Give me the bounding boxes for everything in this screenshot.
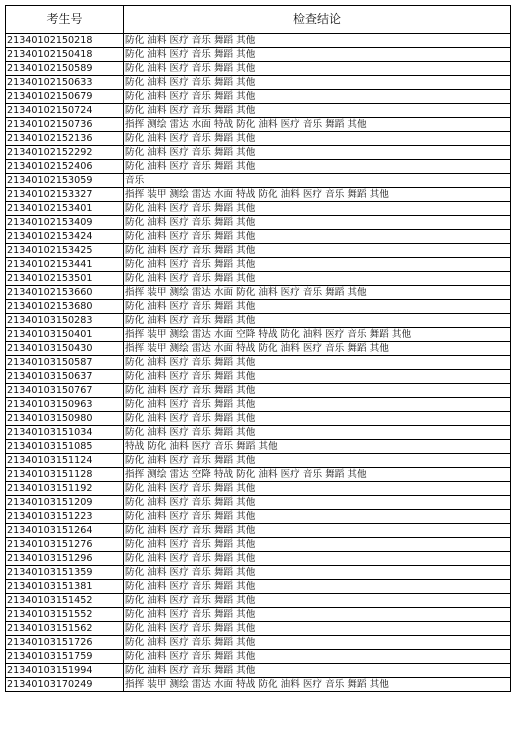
candidate-id-cell: 21340102153401 <box>6 202 124 216</box>
conclusion-cell: 防化 油料 医疗 音乐 舞蹈 其他 <box>124 580 511 594</box>
conclusion-cell: 音乐 <box>124 174 511 188</box>
candidate-id-cell: 21340102150736 <box>6 118 124 132</box>
candidate-id-cell: 21340103151223 <box>6 510 124 524</box>
table-row <box>6 300 511 314</box>
table-row <box>6 62 511 76</box>
candidate-id-cell: 21340103150980 <box>6 412 124 426</box>
conclusion-cell: 指挥 装甲 测绘 雷达 水面 特战 防化 油料 医疗 音乐 舞蹈 其他 <box>124 342 511 356</box>
candidate-id-cell: 21340103151276 <box>6 538 124 552</box>
table-row <box>6 468 511 482</box>
conclusion-cell: 防化 油料 医疗 音乐 舞蹈 其他 <box>124 258 511 272</box>
candidate-id-cell: 21340102152292 <box>6 146 124 160</box>
table-row <box>6 440 511 454</box>
conclusion-cell: 指挥 装甲 测绘 雷达 水面 空降 特战 防化 油料 医疗 音乐 舞蹈 其他 <box>124 328 511 342</box>
conclusion-cell: 防化 油料 医疗 音乐 舞蹈 其他 <box>124 202 511 216</box>
table-row <box>6 524 511 538</box>
table-row <box>6 636 511 650</box>
table-row <box>6 594 511 608</box>
table-row <box>6 412 511 426</box>
conclusion-cell: 防化 油料 医疗 音乐 舞蹈 其他 <box>124 370 511 384</box>
table-row <box>6 146 511 160</box>
conclusion-cell: 防化 油料 医疗 音乐 舞蹈 其他 <box>124 538 511 552</box>
conclusion-cell: 防化 油料 医疗 音乐 舞蹈 其他 <box>124 636 511 650</box>
table-row <box>6 678 511 692</box>
table-row <box>6 510 511 524</box>
table-row <box>6 174 511 188</box>
conclusion-cell: 防化 油料 医疗 音乐 舞蹈 其他 <box>124 90 511 104</box>
table-row <box>6 104 511 118</box>
conclusion-cell: 防化 油料 医疗 音乐 舞蹈 其他 <box>124 566 511 580</box>
candidate-id-cell: 21340103150401 <box>6 328 124 342</box>
exam-results-table <box>5 5 511 692</box>
conclusion-cell: 防化 油料 医疗 音乐 舞蹈 其他 <box>124 426 511 440</box>
table-row <box>6 622 511 636</box>
table-row <box>6 370 511 384</box>
table-row <box>6 482 511 496</box>
candidate-id-cell: 21340103150637 <box>6 370 124 384</box>
table-row <box>6 160 511 174</box>
candidate-id-cell: 21340103151296 <box>6 552 124 566</box>
conclusion-cell: 防化 油料 医疗 音乐 舞蹈 其他 <box>124 230 511 244</box>
table-row <box>6 258 511 272</box>
conclusion-cell: 防化 油料 医疗 音乐 舞蹈 其他 <box>124 104 511 118</box>
candidate-id-cell: 21340103151759 <box>6 650 124 664</box>
candidate-id-cell: 21340103151452 <box>6 594 124 608</box>
table-row <box>6 356 511 370</box>
conclusion-cell: 防化 油料 医疗 音乐 舞蹈 其他 <box>124 482 511 496</box>
table-row <box>6 48 511 62</box>
candidate-id-cell: 21340103150767 <box>6 384 124 398</box>
conclusion-cell: 特战 防化 油料 医疗 音乐 舞蹈 其他 <box>124 440 511 454</box>
table-row <box>6 90 511 104</box>
candidate-id-cell: 21340103170249 <box>6 678 124 692</box>
table-row <box>6 454 511 468</box>
candidate-id-cell: 21340103151124 <box>6 454 124 468</box>
table-row <box>6 188 511 202</box>
conclusion-cell: 防化 油料 医疗 音乐 舞蹈 其他 <box>124 496 511 510</box>
table-row <box>6 426 511 440</box>
candidate-id-cell: 21340102153680 <box>6 300 124 314</box>
candidate-id-cell: 21340103150283 <box>6 314 124 328</box>
conclusion-cell: 防化 油料 医疗 音乐 舞蹈 其他 <box>124 272 511 286</box>
header-candidate-id: 考生号 <box>6 6 124 34</box>
conclusion-cell: 防化 油料 医疗 音乐 舞蹈 其他 <box>124 356 511 370</box>
table-row <box>6 538 511 552</box>
candidate-id-cell: 21340102150589 <box>6 62 124 76</box>
table-row <box>6 34 511 48</box>
conclusion-cell: 防化 油料 医疗 音乐 舞蹈 其他 <box>124 412 511 426</box>
conclusion-cell: 防化 油料 医疗 音乐 舞蹈 其他 <box>124 608 511 622</box>
candidate-id-cell: 21340103150963 <box>6 398 124 412</box>
candidate-id-cell: 21340102153441 <box>6 258 124 272</box>
conclusion-cell: 防化 油料 医疗 音乐 舞蹈 其他 <box>124 76 511 90</box>
candidate-id-cell: 21340102152406 <box>6 160 124 174</box>
candidate-id-cell: 21340103151085 <box>6 440 124 454</box>
table-row <box>6 202 511 216</box>
candidate-id-cell: 21340102150633 <box>6 76 124 90</box>
table-row <box>6 580 511 594</box>
candidate-id-cell: 21340102153660 <box>6 286 124 300</box>
conclusion-cell: 防化 油料 医疗 音乐 舞蹈 其他 <box>124 398 511 412</box>
candidate-id-cell: 21340102152136 <box>6 132 124 146</box>
conclusion-cell: 防化 油料 医疗 音乐 舞蹈 其他 <box>124 132 511 146</box>
conclusion-cell: 防化 油料 医疗 音乐 舞蹈 其他 <box>124 384 511 398</box>
conclusion-cell: 防化 油料 医疗 音乐 舞蹈 其他 <box>124 34 511 48</box>
candidate-id-cell: 21340103150430 <box>6 342 124 356</box>
table-row <box>6 664 511 678</box>
table-row <box>6 608 511 622</box>
candidate-id-cell: 21340103151562 <box>6 622 124 636</box>
table-row <box>6 496 511 510</box>
table-row <box>6 650 511 664</box>
conclusion-cell: 防化 油料 医疗 音乐 舞蹈 其他 <box>124 300 511 314</box>
conclusion-cell: 指挥 装甲 测绘 雷达 水面 特战 防化 油料 医疗 音乐 舞蹈 其他 <box>124 678 511 692</box>
table-row <box>6 328 511 342</box>
conclusion-cell: 指挥 测绘 雷达 空降 特战 防化 油料 医疗 音乐 舞蹈 其他 <box>124 468 511 482</box>
candidate-id-cell: 21340103151264 <box>6 524 124 538</box>
candidate-id-cell: 21340103151381 <box>6 580 124 594</box>
candidate-id-cell: 21340102153501 <box>6 272 124 286</box>
table-row <box>6 244 511 258</box>
table-row <box>6 132 511 146</box>
conclusion-cell: 防化 油料 医疗 音乐 舞蹈 其他 <box>124 622 511 636</box>
conclusion-cell: 防化 油料 医疗 音乐 舞蹈 其他 <box>124 552 511 566</box>
table-row <box>6 286 511 300</box>
table-row <box>6 230 511 244</box>
conclusion-cell: 防化 油料 医疗 音乐 舞蹈 其他 <box>124 650 511 664</box>
conclusion-cell: 防化 油料 医疗 音乐 舞蹈 其他 <box>124 160 511 174</box>
candidate-id-cell: 21340103151359 <box>6 566 124 580</box>
conclusion-cell: 指挥 装甲 测绘 雷达 水面 防化 油料 医疗 音乐 舞蹈 其他 <box>124 286 511 300</box>
candidate-id-cell: 21340102153059 <box>6 174 124 188</box>
candidate-id-cell: 21340102150724 <box>6 104 124 118</box>
conclusion-cell: 防化 油料 医疗 音乐 舞蹈 其他 <box>124 664 511 678</box>
candidate-id-cell: 21340102150418 <box>6 48 124 62</box>
candidate-id-cell: 21340103151209 <box>6 496 124 510</box>
conclusion-cell: 防化 油料 医疗 音乐 舞蹈 其他 <box>124 594 511 608</box>
table-row <box>6 384 511 398</box>
conclusion-cell: 防化 油料 医疗 音乐 舞蹈 其他 <box>124 216 511 230</box>
table-row <box>6 552 511 566</box>
candidate-id-cell: 21340103151726 <box>6 636 124 650</box>
header-row <box>6 6 511 34</box>
candidate-id-cell: 21340102153327 <box>6 188 124 202</box>
table-row <box>6 314 511 328</box>
table-row <box>6 76 511 90</box>
conclusion-cell: 防化 油料 医疗 音乐 舞蹈 其他 <box>124 314 511 328</box>
conclusion-cell: 防化 油料 医疗 音乐 舞蹈 其他 <box>124 524 511 538</box>
table-row <box>6 216 511 230</box>
candidate-id-cell: 21340103151034 <box>6 426 124 440</box>
candidate-id-cell: 21340102153424 <box>6 230 124 244</box>
candidate-id-cell: 21340102153409 <box>6 216 124 230</box>
table-row <box>6 272 511 286</box>
conclusion-cell: 防化 油料 医疗 音乐 舞蹈 其他 <box>124 48 511 62</box>
table-row <box>6 566 511 580</box>
candidate-id-cell: 21340103151128 <box>6 468 124 482</box>
header-conclusion: 检查结论 <box>124 6 511 34</box>
conclusion-cell: 防化 油料 医疗 音乐 舞蹈 其他 <box>124 244 511 258</box>
table-row <box>6 398 511 412</box>
table-row <box>6 118 511 132</box>
candidate-id-cell: 21340103151192 <box>6 482 124 496</box>
candidate-id-cell: 21340102150218 <box>6 34 124 48</box>
candidate-id-cell: 21340103150587 <box>6 356 124 370</box>
conclusion-cell: 指挥 测绘 雷达 水面 特战 防化 油料 医疗 音乐 舞蹈 其他 <box>124 118 511 132</box>
candidate-id-cell: 21340103151552 <box>6 608 124 622</box>
conclusion-cell: 防化 油料 医疗 音乐 舞蹈 其他 <box>124 510 511 524</box>
table-row <box>6 342 511 356</box>
conclusion-cell: 防化 油料 医疗 音乐 舞蹈 其他 <box>124 62 511 76</box>
candidate-id-cell: 21340102153425 <box>6 244 124 258</box>
conclusion-cell: 防化 油料 医疗 音乐 舞蹈 其他 <box>124 146 511 160</box>
conclusion-cell: 指挥 装甲 测绘 雷达 水面 特战 防化 油料 医疗 音乐 舞蹈 其他 <box>124 188 511 202</box>
conclusion-cell: 防化 油料 医疗 音乐 舞蹈 其他 <box>124 454 511 468</box>
candidate-id-cell: 21340102150679 <box>6 90 124 104</box>
candidate-id-cell: 21340103151994 <box>6 664 124 678</box>
